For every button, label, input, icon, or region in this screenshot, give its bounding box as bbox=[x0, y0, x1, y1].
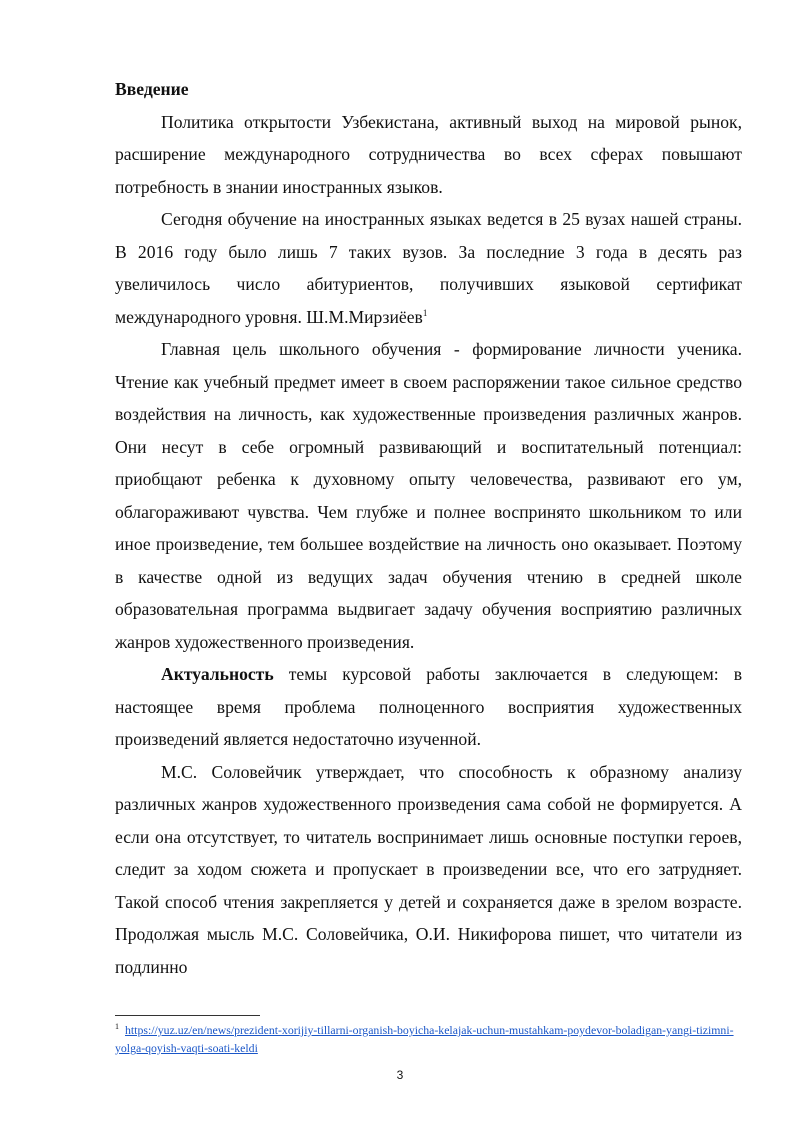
relevance-term: Актуальность bbox=[161, 664, 274, 684]
section-heading: Введение bbox=[115, 79, 189, 99]
footnote bbox=[115, 1021, 745, 1057]
page-body bbox=[115, 73, 742, 983]
paragraph-5: М.С. Соловейчик утверждает, что способность к образному анализу различных жанров художественного произведения сама собой не формируется. А если она отсутствует, то читатель воспринимает лишь основные поступки героев, следит за ходом сюжета и пропускает в произведении все, что его затрудняет. Такой способ чтения закрепляется у детей и сохраняется даже в зрелом возрасте. Продолжая мысль М.С. Соловейчика, О.И. Никифорова пишет, что читатели из подлинно bbox=[115, 761, 742, 977]
paragraph-3: Главная цель школьного обучения - формирование личности ученика. Чтение как учебный предмет имеет в своем распоряжении такое сильное средство воздействия на личность, как художественные произведения различных жанров. Они несут в себе огромный развивающий и воспитательный потенциал: приобщают ребенка к духовному опыту человечества, развивают его ум, облагораживают чувства. Чем глубже и полнее воспринято школьником то или иное произведение, тем большее воздействие на личность оно оказывает. Поэтому в качестве одной из ведущих задач обучения чтению в средней школе образовательная программа выдвигает задачу обучения восприятию различных жанров художественного произведения. bbox=[115, 339, 742, 652]
paragraph-2 bbox=[115, 203, 742, 333]
footnote-separator bbox=[115, 1015, 260, 1016]
footnote-link[interactable]: https://yuz.uz/en/news/prezident-xorijiy-tillarni-organish-boyicha-kelajak-uchun-mustahkam-poydevor-boladigan-yangi-tizimni-yolga-qoyish-vaqti-soati-keldi bbox=[115, 1023, 734, 1055]
paragraph-2-text: Сегодня обучение на иностранных языках ведется в 25 вузах нашей страны. В 2016 году было лишь 7 таких вузов. За последние 3 года в десять раз увеличилось число абитуриентов, получивших языковой сертификат международного уровня. Ш.М.Мирзиёев bbox=[115, 209, 742, 327]
paragraph-4-text: темы курсовой работы заключается в следующем: в настоящее время проблема полноценного восприятия художественных произведений является недостаточно изученной. bbox=[115, 664, 742, 749]
paragraph-1: Политика открытости Узбекистана, активный выход на мировой рынок, расширение международного сотрудничества во всех сферах повышают потребность в знании иностранных языков. bbox=[115, 111, 742, 197]
footnote-marker: 1 bbox=[115, 1022, 119, 1032]
footnote-reference[interactable]: 1 bbox=[422, 307, 428, 318]
paragraph-4 bbox=[115, 658, 742, 756]
page-number: 3 bbox=[396, 1068, 404, 1082]
